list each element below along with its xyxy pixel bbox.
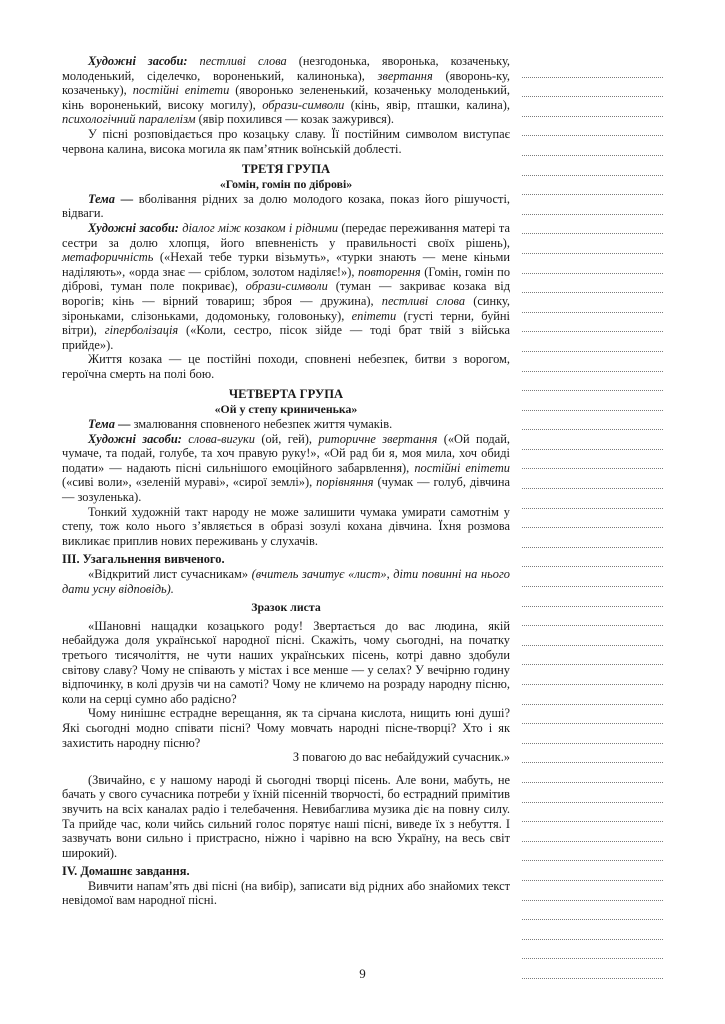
- term: порівняння: [316, 475, 374, 490]
- text: («сиві воли», «зеленій мураві», «сирої землі»),: [62, 475, 317, 490]
- text: (передає переживання матері та сестри за долю хлопця, його впевненість у правильності своїх рішень),: [62, 220, 510, 250]
- means-label: Художні засоби:: [88, 431, 182, 446]
- theme-label: Тема —: [88, 417, 131, 432]
- label-artistic-means: Художні засоби:: [88, 54, 188, 68]
- group-4-title: ЧЕТВЕРТА ГРУПА: [228, 387, 344, 402]
- text: змалювання сповненого небезпек життя чумаків.: [130, 417, 393, 432]
- text: (синку, зіроньками, слізоньками, додомоньку, головоньку),: [62, 293, 510, 323]
- note-line: [522, 489, 663, 509]
- term: діалог між козаком і рідними: [182, 220, 339, 235]
- text: «Відкритий лист сучасникам»: [88, 567, 252, 581]
- section-3-intro: [62, 567, 510, 596]
- note-line: [522, 372, 663, 392]
- note-line: [522, 587, 663, 607]
- term: образи-символи: [262, 97, 345, 112]
- text: (густі терни, буйні вітри),: [62, 308, 510, 338]
- text: (незгодонька, яворонька, козаченьку, молоденький, сіделечко, вороненький, калинонька),: [62, 54, 510, 83]
- note-line: [522, 332, 663, 352]
- note-line: [522, 920, 663, 940]
- note-line: [522, 313, 663, 333]
- letter-paragraph-2: Чому нинішнє естрадне верещання, як та сірчана кислота, нищить юні душі? Які сьогодні модно співати пісні? Чому мовчать народні пісне-творці? Хто і як захистить народну пісню?: [62, 706, 510, 750]
- term: психологічний паралелізм: [62, 112, 196, 127]
- note-line: [522, 724, 663, 744]
- term: риторичне звертання: [318, 431, 438, 446]
- note-line: [522, 744, 663, 764]
- text: (туман — закриває козака від ворогів; кінь — вірний товариш; зброя — дружина),: [62, 279, 510, 308]
- note-line: [522, 117, 663, 137]
- note-line: [522, 78, 663, 98]
- group-3-means: [62, 221, 510, 352]
- note-line: [522, 861, 663, 881]
- term: повторення: [358, 264, 421, 279]
- text: (яворонько зелененький, козаченьку молоденький, кінь вороненький, високу могилу),: [62, 83, 511, 112]
- teacher-comment: (Звичайно, є у нашому народі й сьогодні творці пісень. Але вони, мабуть, не бачать у свого сучасника потреби у їхній пісенній творчості, бо естрадний примітив звучить на всіх каналах радіо і телебачення. Невибаглива музика діє на повну силу. Та прийде час, коли чийсь сильний голос порятує наші пісні, виведе їх з небуття. І зазвучать вони сильно і пристрасно, ніжно і чарівно на всю Україну, на весь світ широкий).: [62, 772, 510, 860]
- note-line: [522, 528, 663, 548]
- note-line: [522, 58, 663, 78]
- note-line: [522, 391, 663, 411]
- text: («Нехай тебе турки візьмуть», «турки знають — мене кіньми наділяють», «орда знає — сріблом, золотом наділяє!»),: [62, 250, 510, 279]
- note-line: [522, 195, 663, 215]
- group-4-means: [62, 432, 510, 505]
- means-label: Художні засоби:: [88, 220, 179, 235]
- term: образи-символи: [245, 279, 328, 294]
- text: («Ой подай, чумаче, та подай, голубе, та хоч правую руку!», «Ой рад би я, моя мила, хоч обиді подати» — надають пісні сильнішого емоційного забарвлення),: [62, 431, 510, 475]
- section-3-heading: III. Узагальнення вивченого.: [62, 552, 225, 567]
- group-4-summary: Тонкий художній такт народу не може залишити чумака умирати самотнім у степу, тож коло нього з’являється в образі зозулі кохана дівчина. Їхня розмова викликає приплив нових переживань у слухачів.: [62, 504, 510, 548]
- paragraph-artistic-means: [62, 54, 510, 127]
- letter-paragraph-1: «Шановні нащадки козацького роду! Звертається до вас людина, якій небайдужа доля української народної пісні. Скажіть, чому сьогодні, на початку третього тисячоліття, не чути наших українських пісень, котрі давно здобули світову славу? Чому не співають у містах і все менше — у селах? У вечірню годину відпочинку, в колі друзів чи на самоті? Чому не кличемо на розраду народну пісню, коли на серці сумно або радісно?: [62, 618, 510, 706]
- term: слова-вигуки: [188, 431, 255, 446]
- note-line: [522, 567, 663, 587]
- text: (Гомін, гомін по діброві, туман поле покриває),: [62, 264, 511, 294]
- group-3-title: ТРЕТЯ ГРУПА: [241, 162, 331, 177]
- letter-signature: З повагою до вас небайдужий сучасник.»: [292, 750, 510, 765]
- note-line: [522, 234, 663, 254]
- note-line: [522, 97, 663, 117]
- text: (кінь, явір, пташки, калина),: [344, 97, 510, 112]
- note-line: [522, 705, 663, 725]
- term: постійні епітети: [132, 83, 230, 98]
- term: метафоричність: [62, 250, 154, 265]
- note-line: [522, 822, 663, 842]
- group-4-theme: [62, 417, 510, 432]
- note-line: [522, 411, 663, 431]
- paragraph-song-summary: У пісні розповідається про козацьку славу. Її постійним символом виступає червона калина, висока могила як пам’ятник воїнській доблесті.: [62, 126, 510, 156]
- note-line: [522, 665, 663, 685]
- note-line: [522, 254, 663, 274]
- text: (ой, гей),: [254, 431, 319, 446]
- page-number: 9: [359, 966, 366, 981]
- notes-lines: [522, 58, 663, 979]
- note-line: [522, 430, 663, 450]
- term: гіперболізація: [104, 323, 179, 338]
- group-3-summary: Життя козака — це постійні походи, сповнені небезпек, битви з ворогом, героїчна смерть на полі бою.: [62, 352, 510, 381]
- note-line: [522, 881, 663, 901]
- note-line: [522, 803, 663, 823]
- note-line: [522, 607, 663, 627]
- note-line: [522, 274, 663, 294]
- section-4-heading: IV. Домашнє завдання.: [62, 864, 190, 879]
- group-4-song: «Ой у степу криниченька»: [214, 402, 358, 417]
- instruction: (вчитель зачитує «лист», діти повинні на нього дати усну відповідь).: [62, 567, 510, 596]
- note-line: [522, 136, 663, 156]
- theme-label: Тема —: [88, 191, 134, 206]
- note-line: [522, 215, 663, 235]
- note-line: [522, 509, 663, 529]
- group-3-song: «Гомін, гомін по діброві»: [219, 177, 353, 192]
- note-line: [522, 646, 663, 666]
- note-line: [522, 901, 663, 921]
- note-line: [522, 842, 663, 862]
- term: пестливі слова: [381, 293, 466, 308]
- sample-letter-title: Зразок листа: [251, 600, 321, 615]
- note-line: [522, 763, 663, 783]
- note-line: [522, 469, 663, 489]
- note-line: [522, 783, 663, 803]
- term: постійні епітети: [414, 460, 510, 475]
- text: вболівання рідних за долю молодого козака, показ його рішучості, відваги.: [62, 191, 510, 221]
- term: епітети: [351, 308, 397, 323]
- note-line: [522, 940, 663, 960]
- main-column: [62, 54, 510, 908]
- note-line: [522, 626, 663, 646]
- note-line: [522, 450, 663, 470]
- text: (явір похилився — козак зажурився).: [195, 112, 395, 127]
- text: («Коли, сестро, пісок зійде — тоді брат твій з війська прийде»).: [62, 323, 510, 352]
- note-line: [522, 156, 663, 176]
- term: звертання: [377, 68, 433, 83]
- note-line: [522, 176, 663, 196]
- note-line: [522, 352, 663, 372]
- note-line: [522, 548, 663, 568]
- homework-text: Вивчити напам’ять дві пісні (на вибір), записати від рідних або знайомих текст невідомої вам народної пісні.: [62, 878, 510, 908]
- term: пестливі слова: [199, 54, 287, 68]
- group-3-theme: [62, 192, 510, 221]
- note-line: [522, 685, 663, 705]
- text: (яворонь-ку, козаченьку),: [62, 68, 510, 98]
- note-line: [522, 293, 663, 313]
- text: (чумак — голуб, дівчина — зозуленька).: [62, 475, 510, 505]
